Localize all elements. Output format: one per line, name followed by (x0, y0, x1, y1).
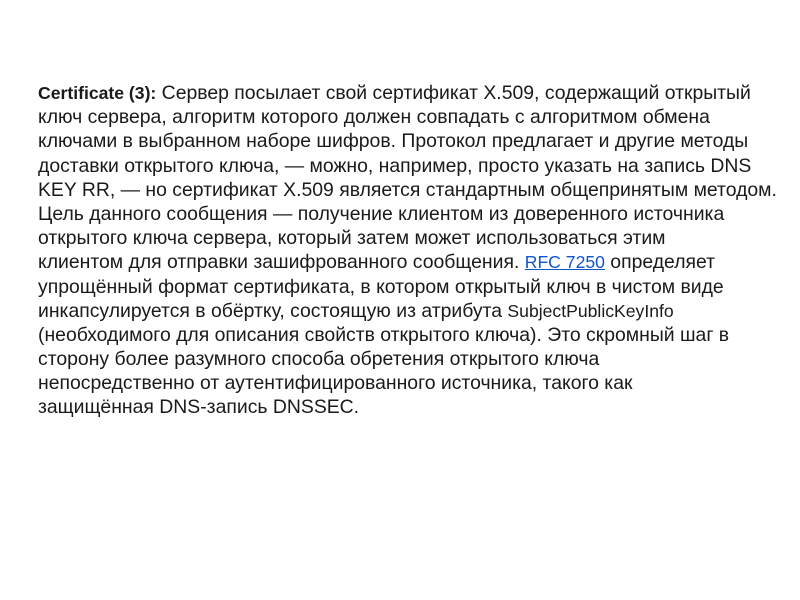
paragraph-line-14: защищённая DNS-запись DNSSEC. (38, 396, 360, 419)
paragraph-line-8 (38, 250, 762, 274)
line-8-text-end: определяет (604, 251, 716, 274)
line-1-text: Сервер посылает свой сертификат X.509, содержащий открытый (156, 82, 751, 104)
paragraph-line-12: сторону более разумного способа обретения открытого ключа (38, 348, 600, 371)
paragraph-line-1 (38, 81, 762, 105)
paragraph-line-10 (38, 299, 762, 323)
paragraph-line-2: ключ сервера, алгоритм которого должен совпадать с алгоритмом обмена (38, 106, 710, 129)
paragraph-line-5: KEY RR, — но сертификат X.509 является стандартным общепринятым методом. (38, 178, 777, 201)
paragraph-line-13: непосредственно от аутентифицированного источника, такого как (38, 372, 633, 395)
rfc-7250-link[interactable]: RFC 7250 (524, 252, 605, 273)
certificate-paragraph (38, 81, 777, 420)
subject-public-key-info-term: SubjectPublicKeyInfo (507, 300, 674, 321)
paragraph-line-3: ключами в выбранном наборе шифров. Протокол предлагает и другие методы (38, 130, 749, 153)
paragraph-line-7: открытого ключа сервера, который затем может использоваться этим (38, 227, 666, 250)
paragraph-line-6: Цель данного сообщения — получение клиентом из доверенного источника (38, 202, 725, 225)
paragraph-line-4: доставки открытого ключа, — можно, например, просто указать на запись DNS (38, 154, 752, 177)
line-10-text-start: инкапсулируется в обёртку, состоящую из атрибута (38, 299, 508, 322)
paragraph-line-9: упрощённый формат сертификата, в котором открытый ключ в чистом виде (38, 275, 724, 298)
line-8-text-start: клиентом для отправки зашифрованного сообщения. (38, 251, 525, 274)
paragraph-line-11: (необходимого для описания свойств открытого ключа). Это скромный шаг в (38, 323, 730, 346)
certificate-heading: Certificate (3): (38, 83, 157, 103)
